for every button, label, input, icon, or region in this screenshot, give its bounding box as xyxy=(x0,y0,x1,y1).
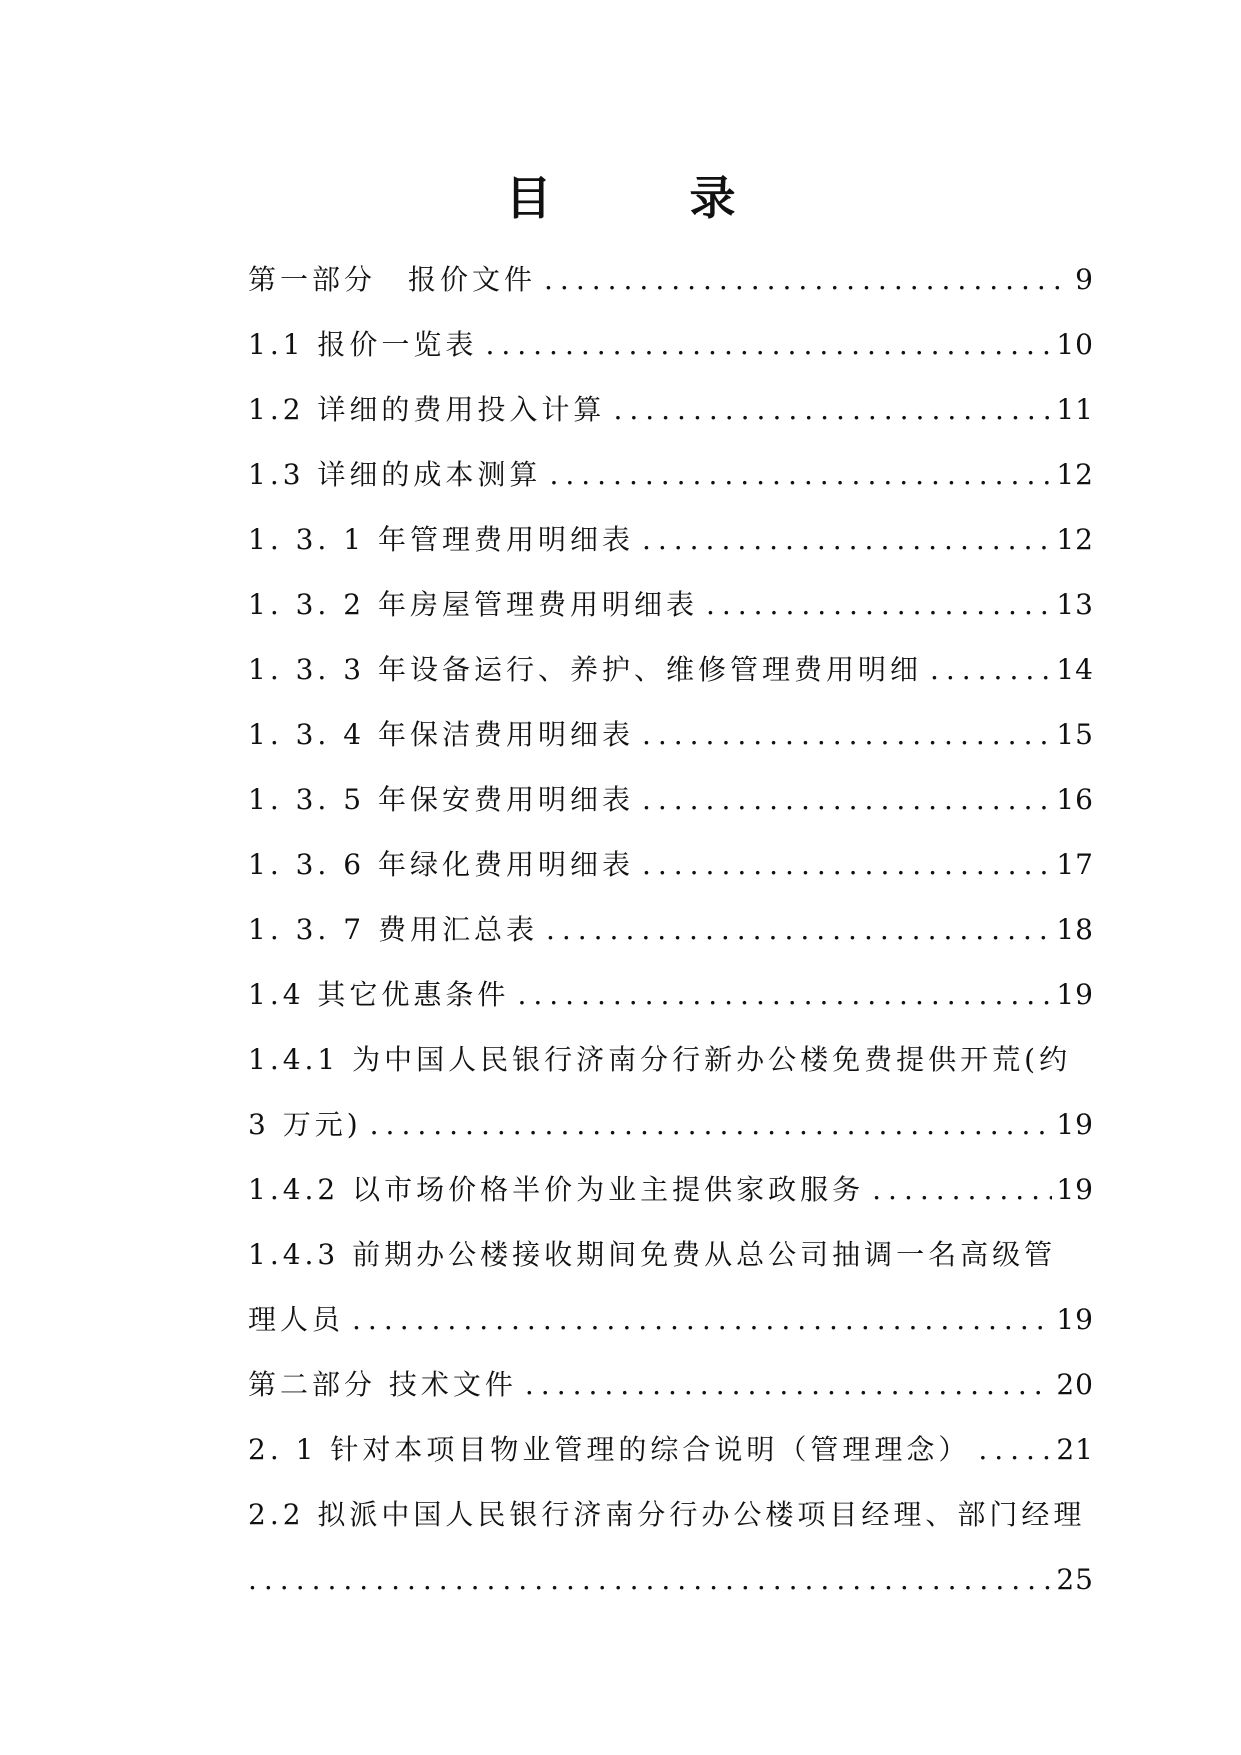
toc-dot-leader xyxy=(706,585,1052,625)
toc-entry-wrapped[interactable] xyxy=(248,1222,1094,1287)
toc-page-number: 19 xyxy=(1056,1107,1094,1141)
toc-page-number: 18 xyxy=(1056,912,1094,946)
toc-dot-leader xyxy=(544,260,1071,300)
toc-dot-leader xyxy=(517,975,1052,1015)
toc-entry[interactable] xyxy=(248,702,1094,767)
toc-entry[interactable] xyxy=(248,1092,1094,1157)
toc-dot-leader xyxy=(872,1170,1052,1210)
toc-entry[interactable] xyxy=(248,1547,1094,1612)
toc-entry[interactable] xyxy=(248,1352,1094,1417)
toc-entry-text: 1. 3. 4 年保洁费用明细表 xyxy=(248,717,634,751)
toc-entry[interactable] xyxy=(248,312,1094,377)
toc-page-number: 11 xyxy=(1056,392,1094,426)
toc-entry[interactable] xyxy=(248,637,1094,702)
toc-page-number: 19 xyxy=(1056,1302,1094,1336)
toc-dot-leader xyxy=(525,1365,1052,1405)
toc-page-number: 20 xyxy=(1056,1367,1094,1401)
toc-entry[interactable] xyxy=(248,442,1094,507)
toc-entry[interactable] xyxy=(248,247,1094,312)
toc-entry-text: 1.3 详细的成本测算 xyxy=(248,457,542,491)
toc-entry[interactable] xyxy=(248,897,1094,962)
page-title: 目 录 xyxy=(505,171,782,225)
toc-dot-leader xyxy=(546,910,1052,950)
toc-page-number: 10 xyxy=(1056,327,1094,361)
toc-entry-text: 1. 3. 7 费用汇总表 xyxy=(248,912,538,946)
toc-dot-leader xyxy=(370,1105,1053,1145)
toc-entry-text: 1.2 详细的费用投入计算 xyxy=(248,392,606,426)
toc-entry-text: 第一部分 报价文件 xyxy=(248,262,537,296)
toc-entry-text: 1. 3. 3 年设备运行、养护、维修管理费用明细 xyxy=(248,652,922,686)
toc-entry-text: 1. 3. 2 年房屋管理费用明细表 xyxy=(248,587,698,621)
toc-entry-text: 1. 3. 5 年保安费用明细表 xyxy=(248,782,634,816)
toc-page-number: 17 xyxy=(1056,847,1094,881)
toc-page-number: 21 xyxy=(1056,1432,1094,1466)
toc-entry[interactable] xyxy=(248,962,1094,1027)
toc-dot-leader xyxy=(248,1560,1052,1600)
toc-page-number: 19 xyxy=(1056,1172,1094,1206)
toc-page-number: 13 xyxy=(1056,587,1094,621)
table-of-contents xyxy=(248,247,1094,1612)
toc-dot-leader xyxy=(642,845,1052,885)
toc-page-number: 9 xyxy=(1075,262,1094,296)
toc-entry-wrapped[interactable] xyxy=(248,1027,1094,1092)
toc-entry-text: 理人员 xyxy=(248,1302,345,1336)
toc-page-number: 12 xyxy=(1056,457,1094,491)
toc-page-number: 16 xyxy=(1056,782,1094,816)
toc-entry[interactable] xyxy=(248,507,1094,572)
toc-entry[interactable] xyxy=(248,1157,1094,1222)
toc-dot-leader xyxy=(642,520,1052,560)
toc-entry[interactable] xyxy=(248,572,1094,637)
toc-dot-leader xyxy=(613,390,1052,430)
toc-entry-text: 1. 3. 1 年管理费用明细表 xyxy=(248,522,634,556)
toc-page-number: 19 xyxy=(1056,977,1094,1011)
toc-entry[interactable] xyxy=(248,377,1094,442)
toc-page-number: 25 xyxy=(1056,1562,1094,1596)
toc-page-number: 12 xyxy=(1056,522,1094,556)
toc-dot-leader xyxy=(642,780,1052,820)
toc-entry[interactable] xyxy=(248,1287,1094,1352)
toc-entry-text: 1.4.1 为中国人民银行济南分行新办公楼免费提供开荒(约 xyxy=(248,1042,1072,1076)
toc-entry-text: 1.1 报价一览表 xyxy=(248,327,478,361)
toc-dot-leader xyxy=(485,325,1052,365)
toc-entry[interactable] xyxy=(248,1417,1094,1482)
toc-entry-text: 3 万元) xyxy=(248,1107,362,1141)
toc-entry[interactable] xyxy=(248,767,1094,832)
toc-entry-text: 1.4 其它优惠条件 xyxy=(248,977,510,1011)
toc-entry-text: 第二部分 技术文件 xyxy=(248,1367,517,1401)
toc-entry-text: 2.2 拟派中国人民银行济南分行办公楼项目经理、部门经理 xyxy=(248,1497,1086,1531)
toc-entry[interactable] xyxy=(248,832,1094,897)
toc-dot-leader xyxy=(352,1300,1052,1340)
toc-dot-leader xyxy=(549,455,1052,495)
toc-entry-text: 1.4.2 以市场价格半价为业主提供家政服务 xyxy=(248,1172,865,1206)
toc-dot-leader xyxy=(978,1430,1052,1470)
toc-entry-text: 2. 1 针对本项目物业管理的综合说明（管理理念） xyxy=(248,1432,971,1466)
toc-dot-leader xyxy=(642,715,1052,755)
toc-entry-wrapped[interactable] xyxy=(248,1482,1094,1547)
toc-entry-text: 1. 3. 6 年绿化费用明细表 xyxy=(248,847,634,881)
toc-page-number: 15 xyxy=(1056,717,1094,751)
toc-dot-leader xyxy=(930,650,1052,690)
toc-page-number: 14 xyxy=(1056,652,1094,686)
toc-entry-text: 1.4.3 前期办公楼接收期间免费从总公司抽调一名高级管 xyxy=(248,1237,1057,1271)
